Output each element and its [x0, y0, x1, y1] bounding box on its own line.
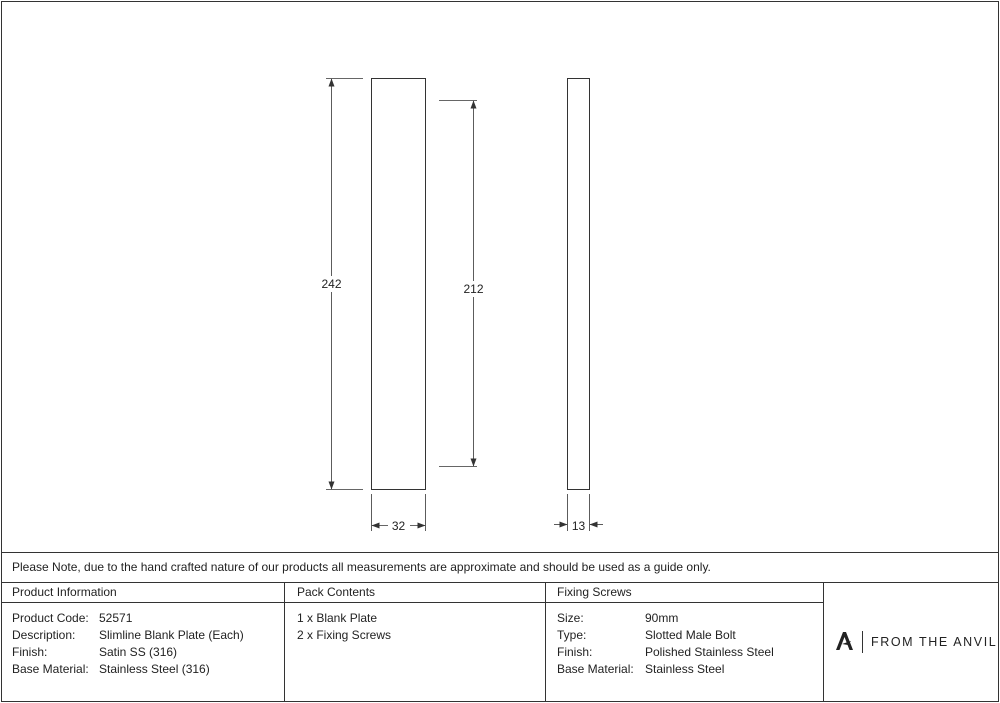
product-info-label: Product Code: — [12, 611, 89, 625]
pack-contents-title: Pack Contents — [297, 585, 376, 599]
dimension-depth — [554, 494, 603, 533]
dimension-label-212: 212 — [463, 282, 484, 296]
fixing-screws-value: Slotted Male Bolt — [645, 628, 736, 642]
plate-front-view — [372, 79, 426, 490]
dimension-fixing-centres — [439, 101, 487, 467]
title-block-grid — [1, 553, 998, 702]
product-info-label: Finish: — [12, 645, 48, 659]
product-info-value: 52571 — [99, 611, 133, 625]
fixing-screws-value: Stainless Steel — [645, 662, 725, 676]
dimension-label-242: 242 — [321, 277, 342, 291]
product-info-value: Slimline Blank Plate (Each) — [99, 628, 244, 642]
brand-name: FROM THE ANVIL — [871, 635, 998, 649]
fixing-screws-value: 90mm — [645, 611, 679, 625]
logo-divider — [862, 631, 863, 653]
product-info-value: Satin SS (316) — [99, 645, 178, 659]
fixing-screws-label: Type: — [557, 628, 587, 642]
product-info-title: Product Information — [12, 585, 117, 599]
fixing-screws-label: Finish: — [557, 645, 593, 659]
dimension-label-13: 13 — [571, 519, 586, 533]
pack-contents-item: 2 x Fixing Screws — [297, 628, 392, 642]
measurement-disclaimer: Please Note, due to the hand crafted nature of our products all measurements are approximate and should be used as a guide only. — [12, 560, 711, 574]
anvil-logo-icon — [836, 632, 853, 650]
dimension-width — [372, 494, 426, 533]
brand-logo — [856, 630, 997, 654]
fixing-screws-label: Size: — [557, 611, 584, 625]
dimension-label-32: 32 — [391, 519, 406, 533]
fixing-screws-label: Base Material: — [557, 662, 634, 676]
fixing-screws-title: Fixing Screws — [557, 585, 632, 599]
product-info-label: Description: — [12, 628, 76, 642]
dimension-overall-height — [320, 79, 363, 490]
plate-side-view — [568, 79, 590, 490]
pack-contents-item: 1 x Blank Plate — [297, 611, 378, 625]
product-info-value: Stainless Steel (316) — [99, 662, 210, 676]
fixing-screws-value: Polished Stainless Steel — [645, 645, 774, 659]
product-info-label: Base Material: — [12, 662, 89, 676]
